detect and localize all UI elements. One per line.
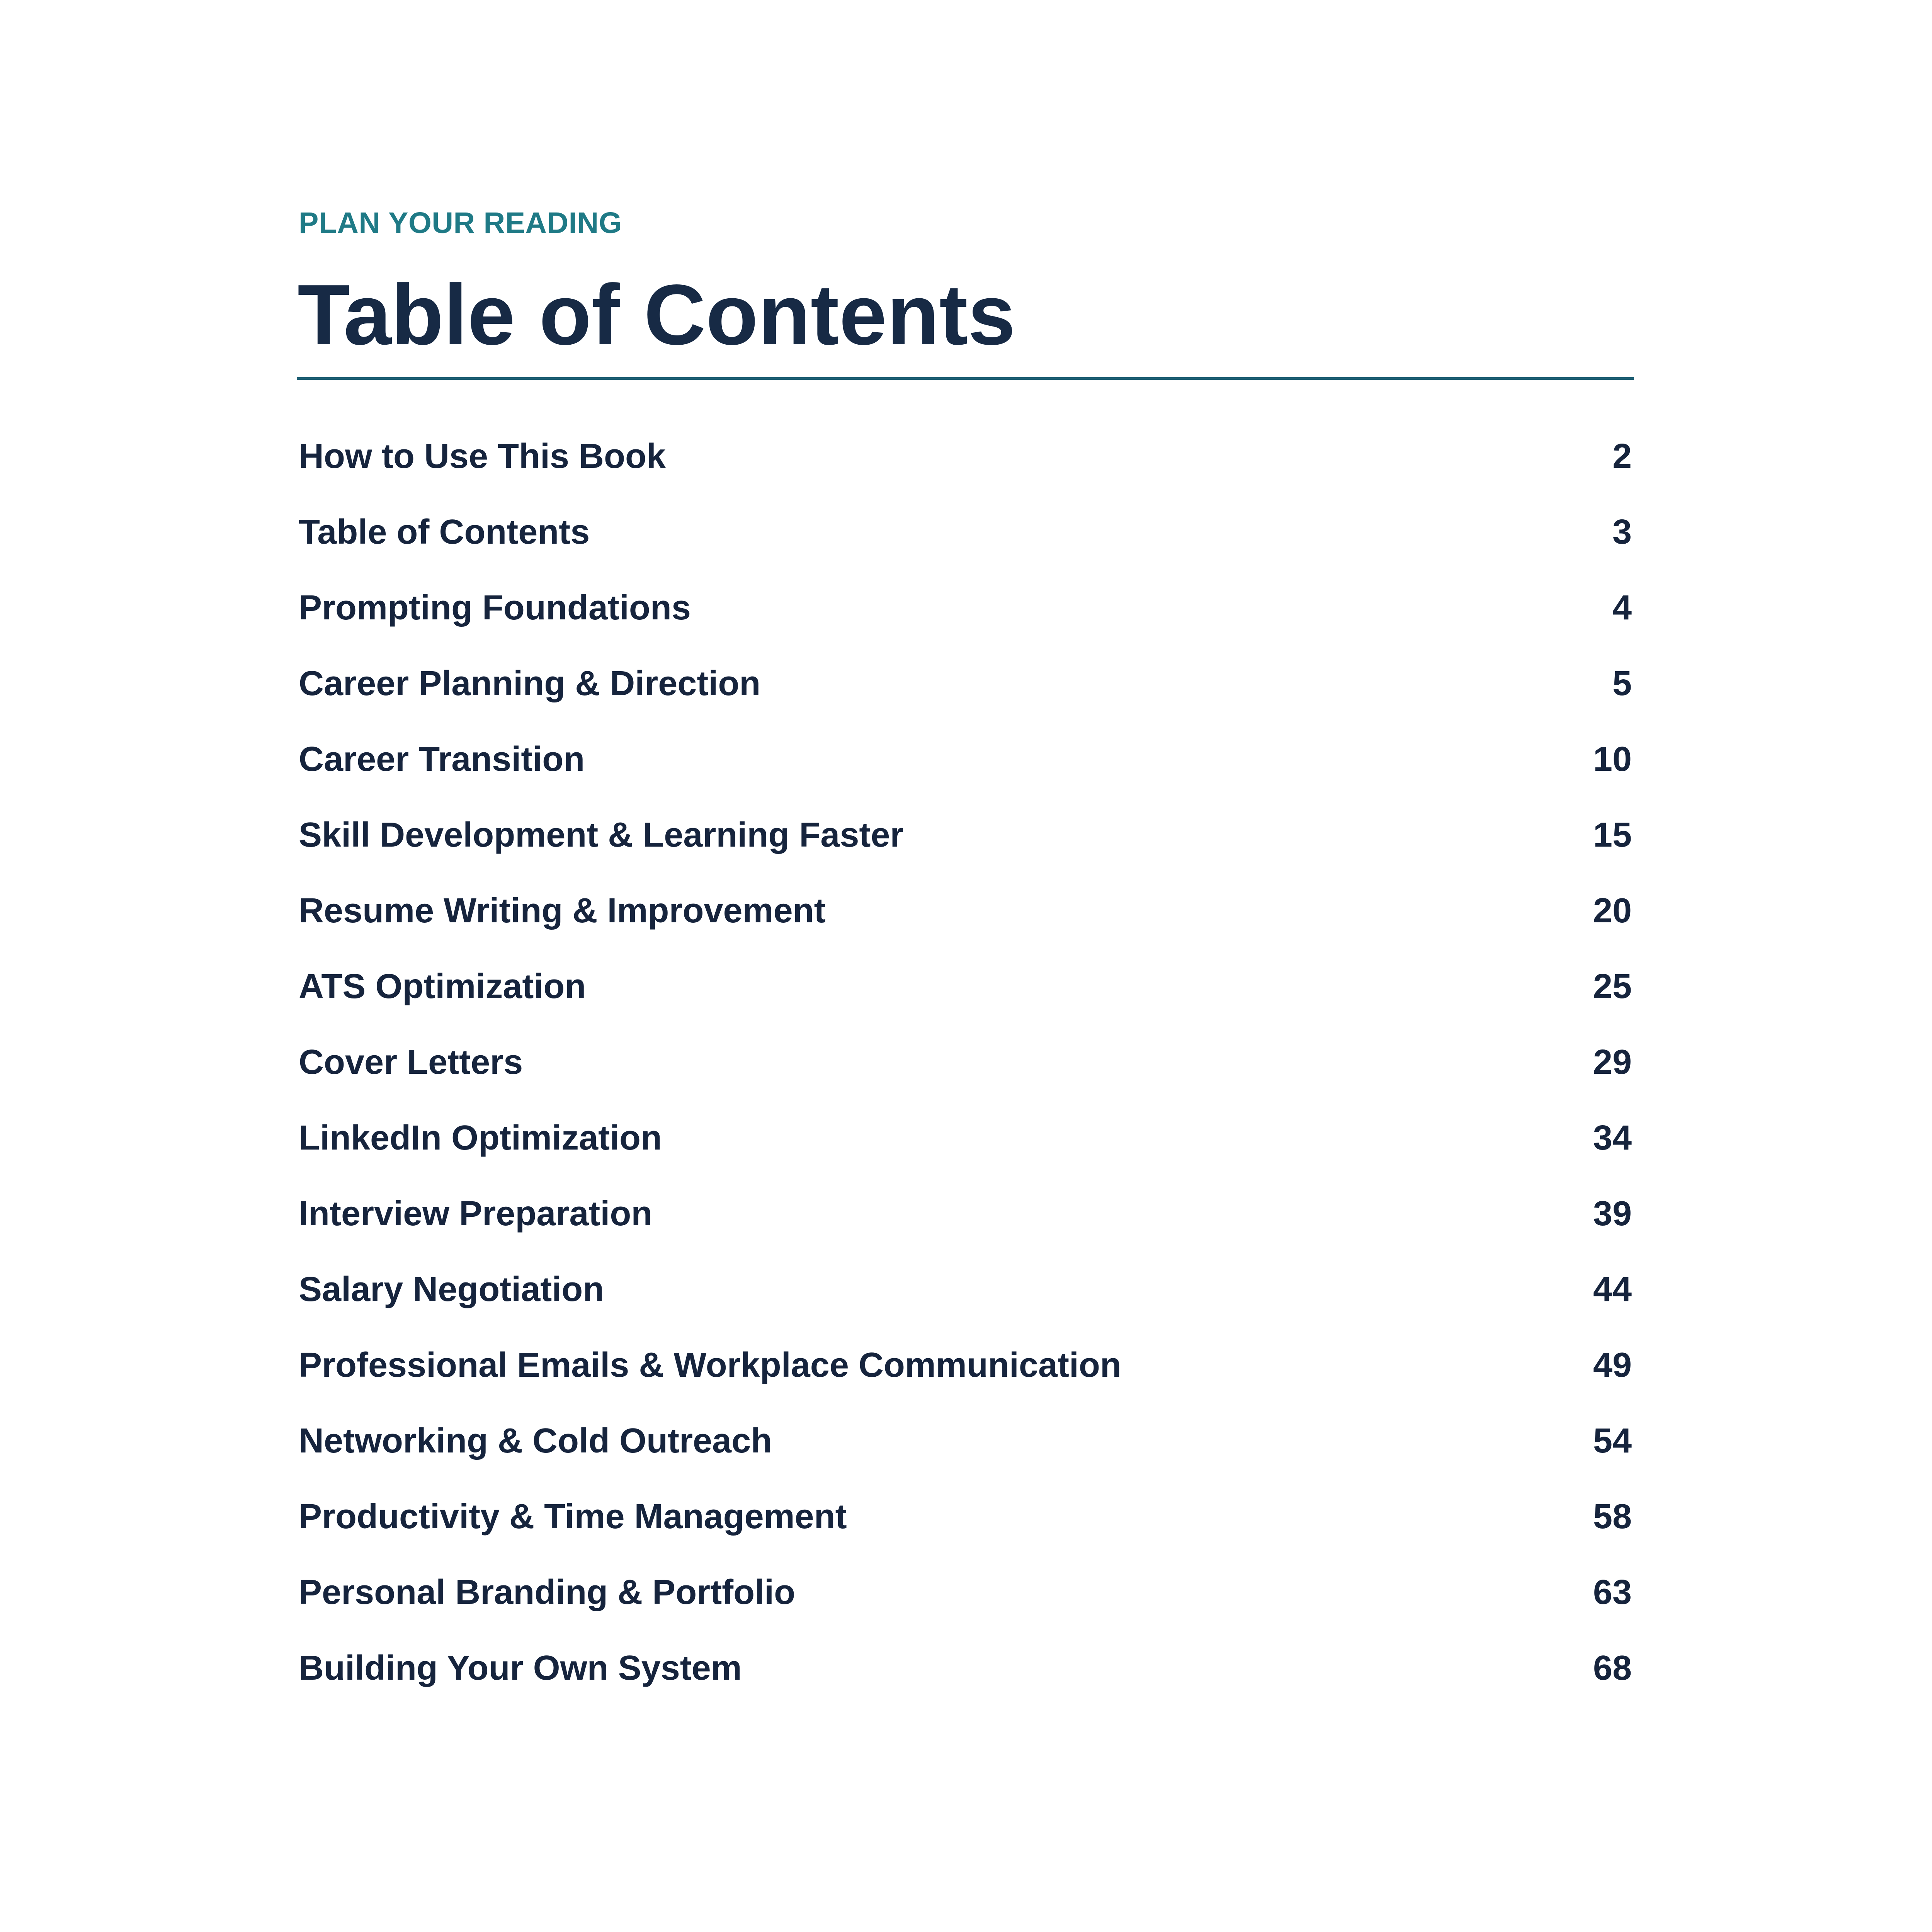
toc-entry[interactable] bbox=[299, 815, 1632, 891]
toc-entry[interactable] bbox=[299, 1345, 1632, 1421]
toc-entry[interactable] bbox=[299, 1269, 1632, 1345]
toc-entry[interactable] bbox=[299, 1572, 1632, 1648]
toc-entry-title: Cover Letters bbox=[299, 1043, 523, 1082]
toc-entry-page-number: 58 bbox=[1593, 1497, 1632, 1536]
toc-entry-title: Productivity & Time Management bbox=[299, 1497, 847, 1536]
toc-entry-title: Career Planning & Direction bbox=[299, 664, 761, 703]
toc-entry[interactable] bbox=[299, 663, 1632, 739]
section-eyebrow: PLAN YOUR READING bbox=[299, 206, 622, 240]
toc-entry-title: Salary Negotiation bbox=[299, 1270, 604, 1309]
toc-entry-title: Table of Contents bbox=[299, 513, 590, 551]
toc-entry-title: Personal Branding & Portfolio bbox=[299, 1573, 796, 1612]
title-divider bbox=[297, 377, 1634, 380]
toc-entry[interactable] bbox=[299, 739, 1632, 815]
toc-entry-page-number: 49 bbox=[1593, 1346, 1632, 1384]
toc-entry-page-number: 34 bbox=[1593, 1119, 1632, 1157]
toc-entry-page-number: 10 bbox=[1593, 740, 1632, 779]
toc-entry-title: LinkedIn Optimization bbox=[299, 1119, 662, 1157]
toc-entry-title: How to Use This Book bbox=[299, 437, 666, 476]
toc-entry-title: Building Your Own System bbox=[299, 1649, 742, 1687]
toc-entry-page-number: 2 bbox=[1612, 437, 1632, 476]
toc-entry[interactable] bbox=[299, 1497, 1632, 1572]
table-of-contents bbox=[299, 436, 1632, 1724]
toc-entry-page-number: 29 bbox=[1593, 1043, 1632, 1082]
toc-entry-title: Prompting Foundations bbox=[299, 588, 691, 627]
toc-entry[interactable] bbox=[299, 1648, 1632, 1724]
toc-entry[interactable] bbox=[299, 512, 1632, 588]
toc-entry[interactable] bbox=[299, 588, 1632, 663]
toc-entry-page-number: 25 bbox=[1593, 967, 1632, 1006]
toc-entry-page-number: 44 bbox=[1593, 1270, 1632, 1309]
toc-entry-title: Resume Writing & Improvement bbox=[299, 891, 826, 930]
toc-entry-page-number: 63 bbox=[1593, 1573, 1632, 1612]
toc-entry[interactable] bbox=[299, 891, 1632, 966]
toc-entry[interactable] bbox=[299, 1194, 1632, 1269]
toc-entry-title: ATS Optimization bbox=[299, 967, 586, 1006]
toc-entry[interactable] bbox=[299, 1421, 1632, 1497]
toc-entry[interactable] bbox=[299, 436, 1632, 512]
toc-entry-page-number: 20 bbox=[1593, 891, 1632, 930]
toc-entry-page-number: 3 bbox=[1612, 513, 1632, 551]
toc-entry-title: Skill Development & Learning Faster bbox=[299, 816, 904, 854]
toc-entry-page-number: 4 bbox=[1612, 588, 1632, 627]
toc-entry-title: Professional Emails & Workplace Communication bbox=[299, 1346, 1121, 1384]
toc-entry-title: Networking & Cold Outreach bbox=[299, 1422, 772, 1460]
toc-entry-page-number: 54 bbox=[1593, 1422, 1632, 1460]
toc-entry[interactable] bbox=[299, 966, 1632, 1042]
toc-entry-page-number: 15 bbox=[1593, 816, 1632, 854]
toc-entry-page-number: 68 bbox=[1593, 1649, 1632, 1687]
page-title: Table of Contents bbox=[298, 267, 1016, 363]
toc-entry[interactable] bbox=[299, 1118, 1632, 1194]
toc-entry-page-number: 5 bbox=[1612, 664, 1632, 703]
toc-entry-page-number: 39 bbox=[1593, 1194, 1632, 1233]
toc-entry-title: Interview Preparation bbox=[299, 1194, 653, 1233]
toc-entry-title: Career Transition bbox=[299, 740, 585, 779]
toc-entry[interactable] bbox=[299, 1042, 1632, 1118]
